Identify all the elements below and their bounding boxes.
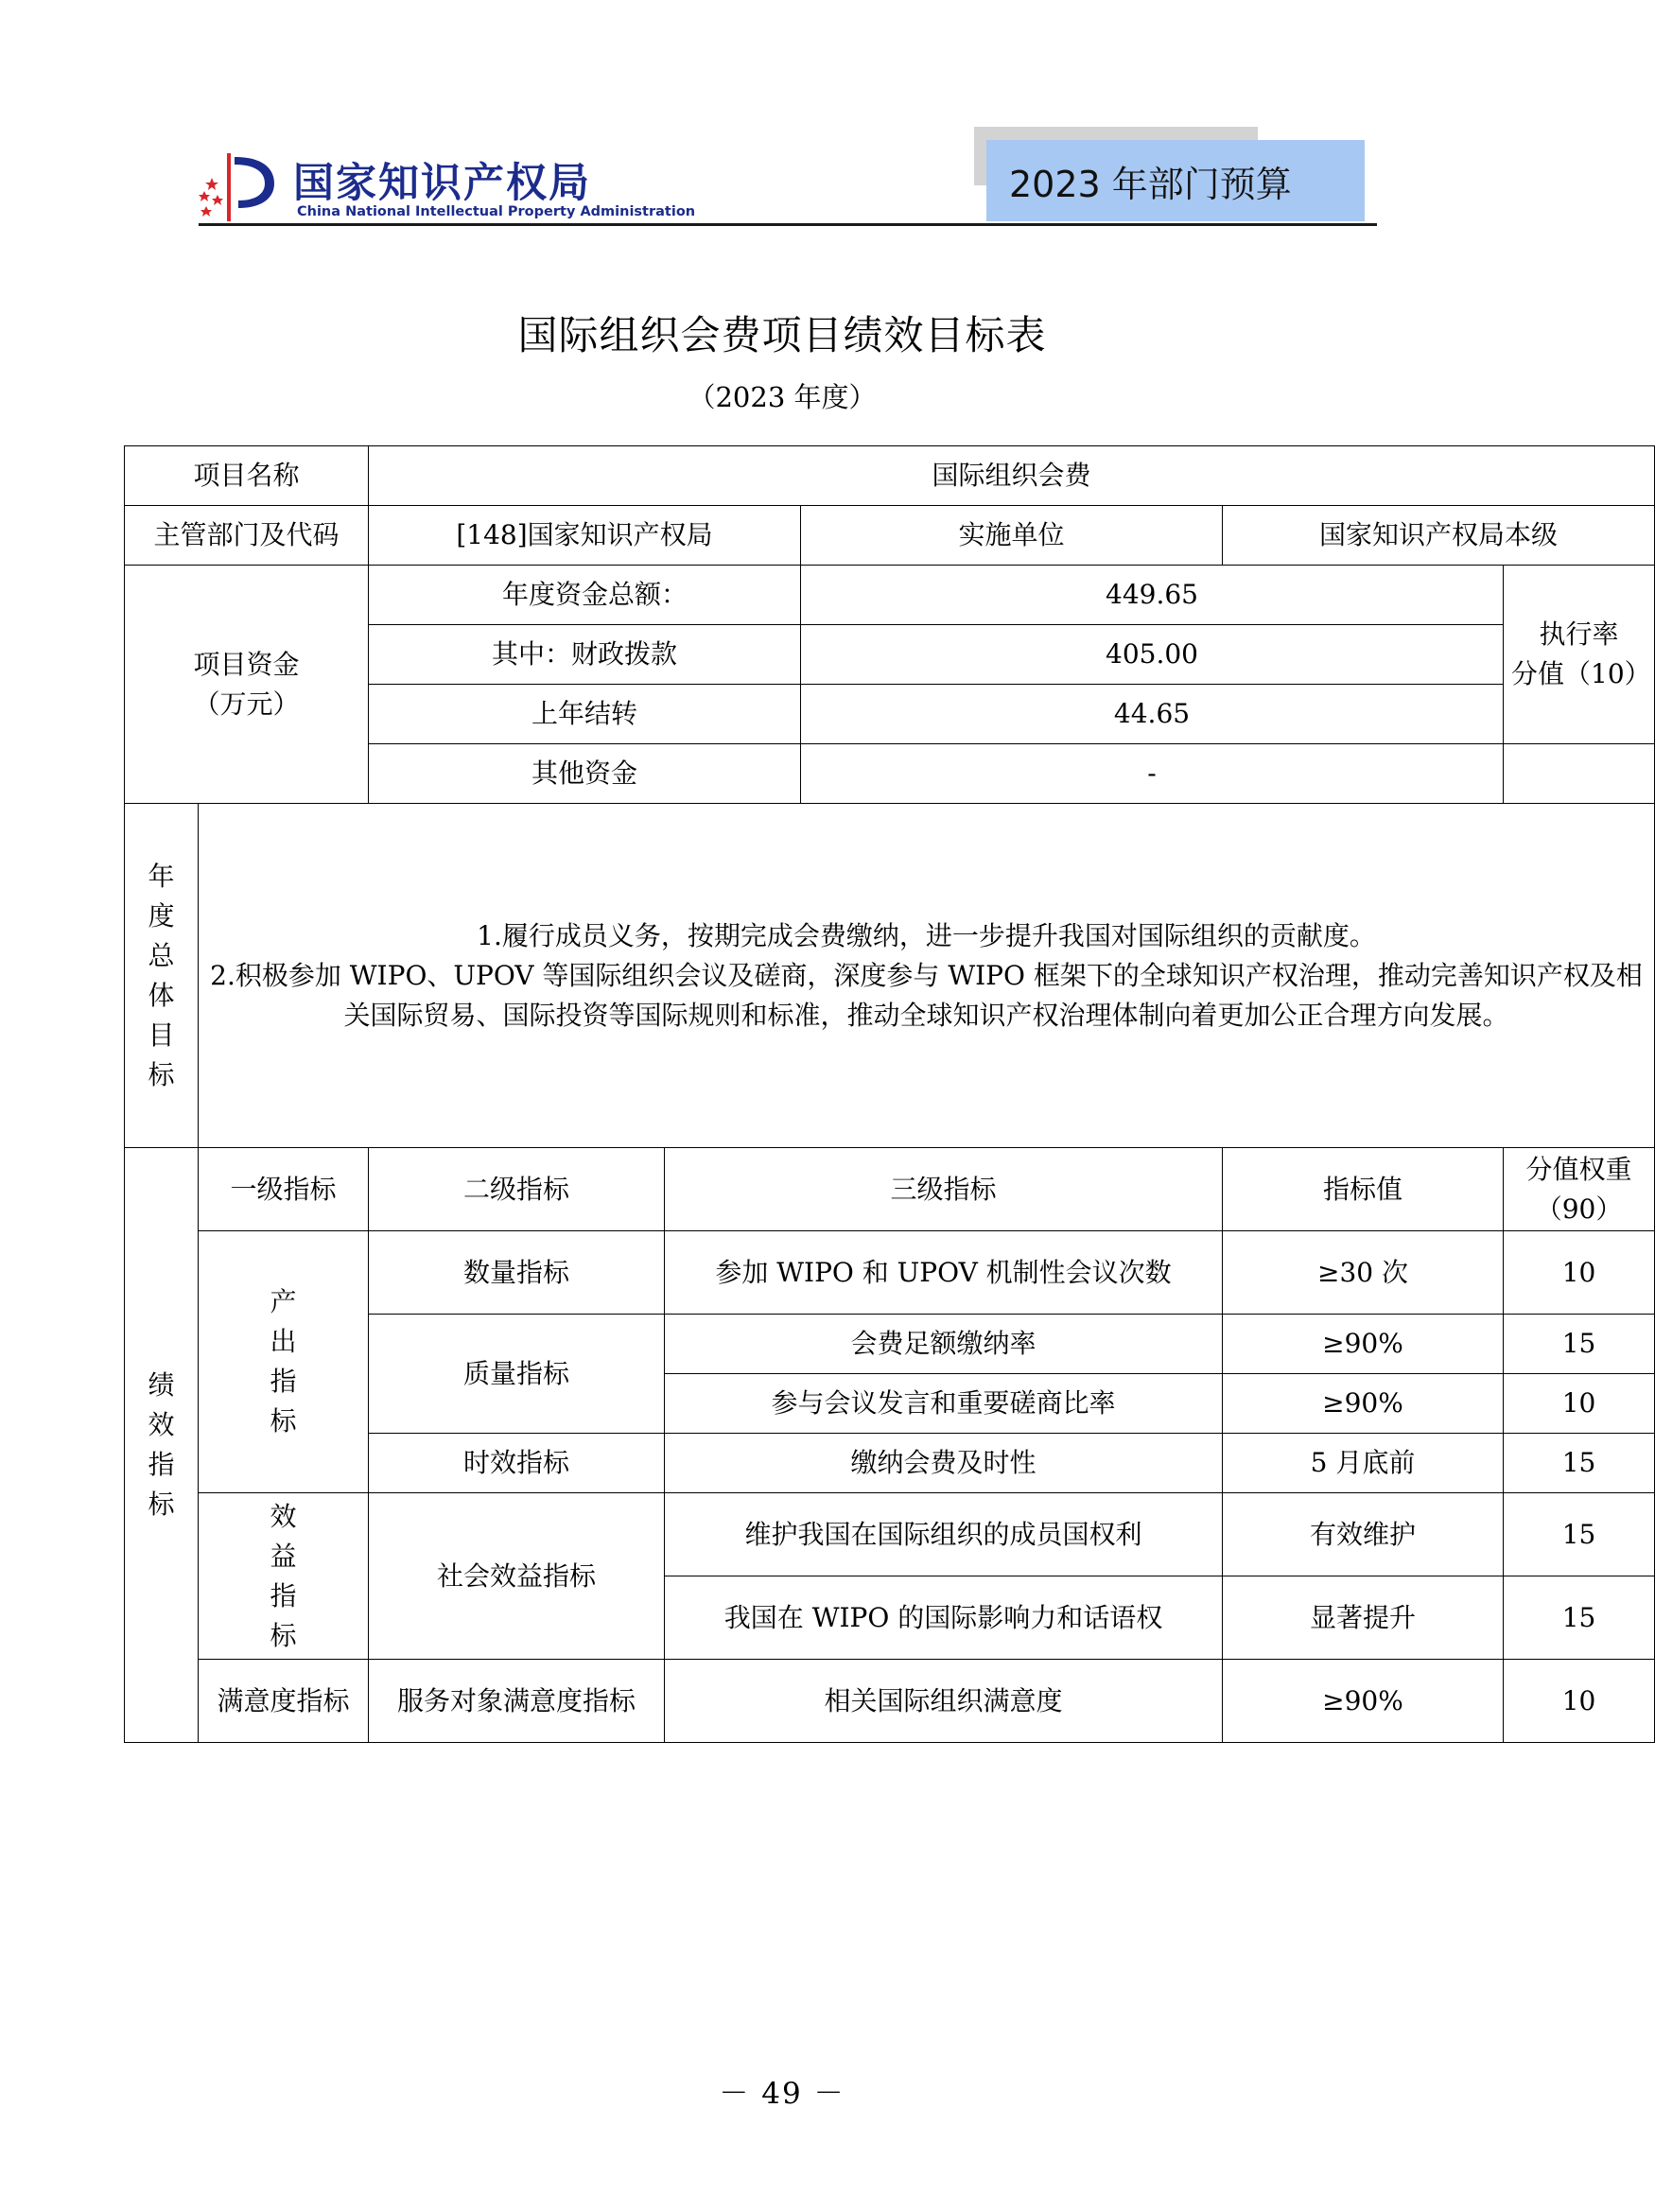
- table-row: [125, 1148, 1655, 1231]
- output-label-char: 出: [270, 1326, 297, 1357]
- goal-line-2: 2.积极参加 WIPO、UPOV 等国际组织会议及磋商，深度参与 WIPO 框架下的全球知识产权治理，推动完善知识产权及相关国际贸易、国际投资等国际规则和标准，推动全球知识产权治理体制向着更加公正合理方向发展。: [210, 959, 1643, 1031]
- fund-row-value: 44.65: [801, 685, 1504, 744]
- level3-cell: 缴纳会费及时性: [665, 1434, 1223, 1493]
- output-label-char: 产: [270, 1286, 297, 1317]
- value-cell: ≥90%: [1223, 1660, 1504, 1743]
- funds-label-line1: 项目资金: [193, 648, 300, 680]
- benefit-indicators-label: [199, 1493, 369, 1660]
- fund-row-value: 405.00: [801, 625, 1504, 685]
- empty-cell: [1504, 744, 1655, 804]
- level2-cell: 时效指标: [369, 1434, 665, 1493]
- table-row: [125, 1231, 1655, 1315]
- org-name-en: China National Intellectual Property Administration: [297, 204, 696, 219]
- value-cell: 有效维护: [1223, 1493, 1504, 1576]
- level3-cell: 我国在 WIPO 的国际影响力和话语权: [665, 1576, 1223, 1660]
- project-name-value: 国际组织会费: [369, 446, 1655, 506]
- goal-label-char: 总: [148, 939, 175, 971]
- header-weight-line1: 分值权重: [1525, 1153, 1632, 1185]
- table-row: [125, 1493, 1655, 1576]
- fund-row-label: 上年结转: [369, 685, 801, 744]
- goal-label-char: 标: [148, 1058, 175, 1090]
- table-row: [125, 506, 1655, 566]
- indicators-label-char: 指: [148, 1449, 175, 1480]
- dept-value: [148]国家知识产权局: [369, 506, 801, 566]
- cnipa-logo-icon: [199, 149, 288, 225]
- header-level2: 二级指标: [369, 1148, 665, 1231]
- value-cell: 显著提升: [1223, 1576, 1504, 1660]
- weight-cell: 15: [1504, 1576, 1655, 1660]
- dept-label: 主管部门及代码: [125, 506, 369, 566]
- performance-target-table: [124, 445, 1655, 1743]
- page-number: － 49 －: [719, 2077, 845, 2111]
- exec-rate-line2: 分值（10）: [1511, 658, 1651, 689]
- benefit-label-char: 益: [270, 1540, 297, 1572]
- header-level1: 一级指标: [199, 1148, 369, 1231]
- satisfaction-indicators-label: 满意度指标: [199, 1660, 369, 1743]
- level2-cell: 数量指标: [369, 1231, 665, 1315]
- table-row: [125, 446, 1655, 506]
- unit-value: 国家知识产权局本级: [1223, 506, 1655, 566]
- value-cell: ≥90%: [1223, 1315, 1504, 1374]
- header-weight-line2: （90）: [1535, 1193, 1623, 1225]
- output-indicators-label: [199, 1231, 369, 1493]
- fund-row-label: 其中：财政拨款: [369, 625, 801, 685]
- table-row: [125, 804, 1655, 1148]
- fund-row-label: 年度资金总额：: [369, 566, 801, 625]
- org-logo: [199, 149, 696, 225]
- benefit-label-char: 效: [270, 1500, 297, 1532]
- funds-label-line2: （万元）: [193, 688, 300, 720]
- weight-cell: 10: [1504, 1231, 1655, 1315]
- budget-year-badge: 2023 年部门预算: [986, 140, 1365, 221]
- output-label-char: 指: [270, 1366, 297, 1397]
- header-divider: [199, 223, 1377, 226]
- table-row: [125, 1660, 1655, 1743]
- goal-line-1: 1.履行成员义务，按期完成会费缴纳，进一步提升我国对国际组织的贡献度。: [477, 919, 1376, 951]
- goal-text: [199, 804, 1655, 1148]
- level3-cell: 会费足额缴纳率: [665, 1315, 1223, 1374]
- indicators-label-char: 效: [148, 1409, 175, 1440]
- level3-cell: 相关国际组织满意度: [665, 1660, 1223, 1743]
- weight-cell: 15: [1504, 1434, 1655, 1493]
- header-value: 指标值: [1223, 1148, 1504, 1231]
- fund-row-value: 449.65: [801, 566, 1504, 625]
- value-cell: 5 月底前: [1223, 1434, 1504, 1493]
- exec-rate-label: [1504, 566, 1655, 744]
- indicators-label-char: 绩: [148, 1369, 175, 1401]
- goal-label-char: 年: [148, 860, 175, 892]
- level2-cell: 社会效益指标: [369, 1493, 665, 1660]
- level3-cell: 参与会议发言和重要磋商比率: [665, 1374, 1223, 1434]
- benefit-label-char: 指: [270, 1579, 297, 1611]
- indicators-label: [125, 1148, 199, 1743]
- level2-cell: 服务对象满意度指标: [369, 1660, 665, 1743]
- level3-cell: 维护我国在国际组织的成员国权利: [665, 1493, 1223, 1576]
- goal-label-char: 体: [148, 979, 175, 1011]
- unit-label: 实施单位: [801, 506, 1223, 566]
- fund-row-label: 其他资金: [369, 744, 801, 804]
- weight-cell: 10: [1504, 1660, 1655, 1743]
- org-name-cn: 国家知识产权局: [293, 160, 591, 207]
- value-cell: ≥90%: [1223, 1374, 1504, 1434]
- header-level3: 三级指标: [665, 1148, 1223, 1231]
- header-weight: [1504, 1148, 1655, 1231]
- weight-cell: 10: [1504, 1374, 1655, 1434]
- weight-cell: 15: [1504, 1493, 1655, 1576]
- goal-label-char: 目: [148, 1019, 175, 1051]
- exec-rate-line1: 执行率: [1539, 618, 1619, 650]
- value-cell: ≥30 次: [1223, 1231, 1504, 1315]
- page-subtitle: （2023 年度）: [688, 381, 877, 413]
- level2-cell: 质量指标: [369, 1315, 665, 1434]
- indicators-label-char: 标: [148, 1489, 175, 1520]
- output-label-char: 标: [270, 1405, 297, 1437]
- goal-label: [125, 804, 199, 1148]
- benefit-label-char: 标: [270, 1619, 297, 1651]
- page-title: 国际组织会费项目绩效目标表: [517, 312, 1047, 358]
- goal-label-char: 度: [148, 899, 175, 932]
- level3-cell: 参加 WIPO 和 UPOV 机制性会议次数: [665, 1231, 1223, 1315]
- table-row: [125, 566, 1655, 625]
- fund-row-value: -: [801, 744, 1504, 804]
- funds-label: [125, 566, 369, 804]
- weight-cell: 15: [1504, 1315, 1655, 1374]
- project-name-label: 项目名称: [125, 446, 369, 506]
